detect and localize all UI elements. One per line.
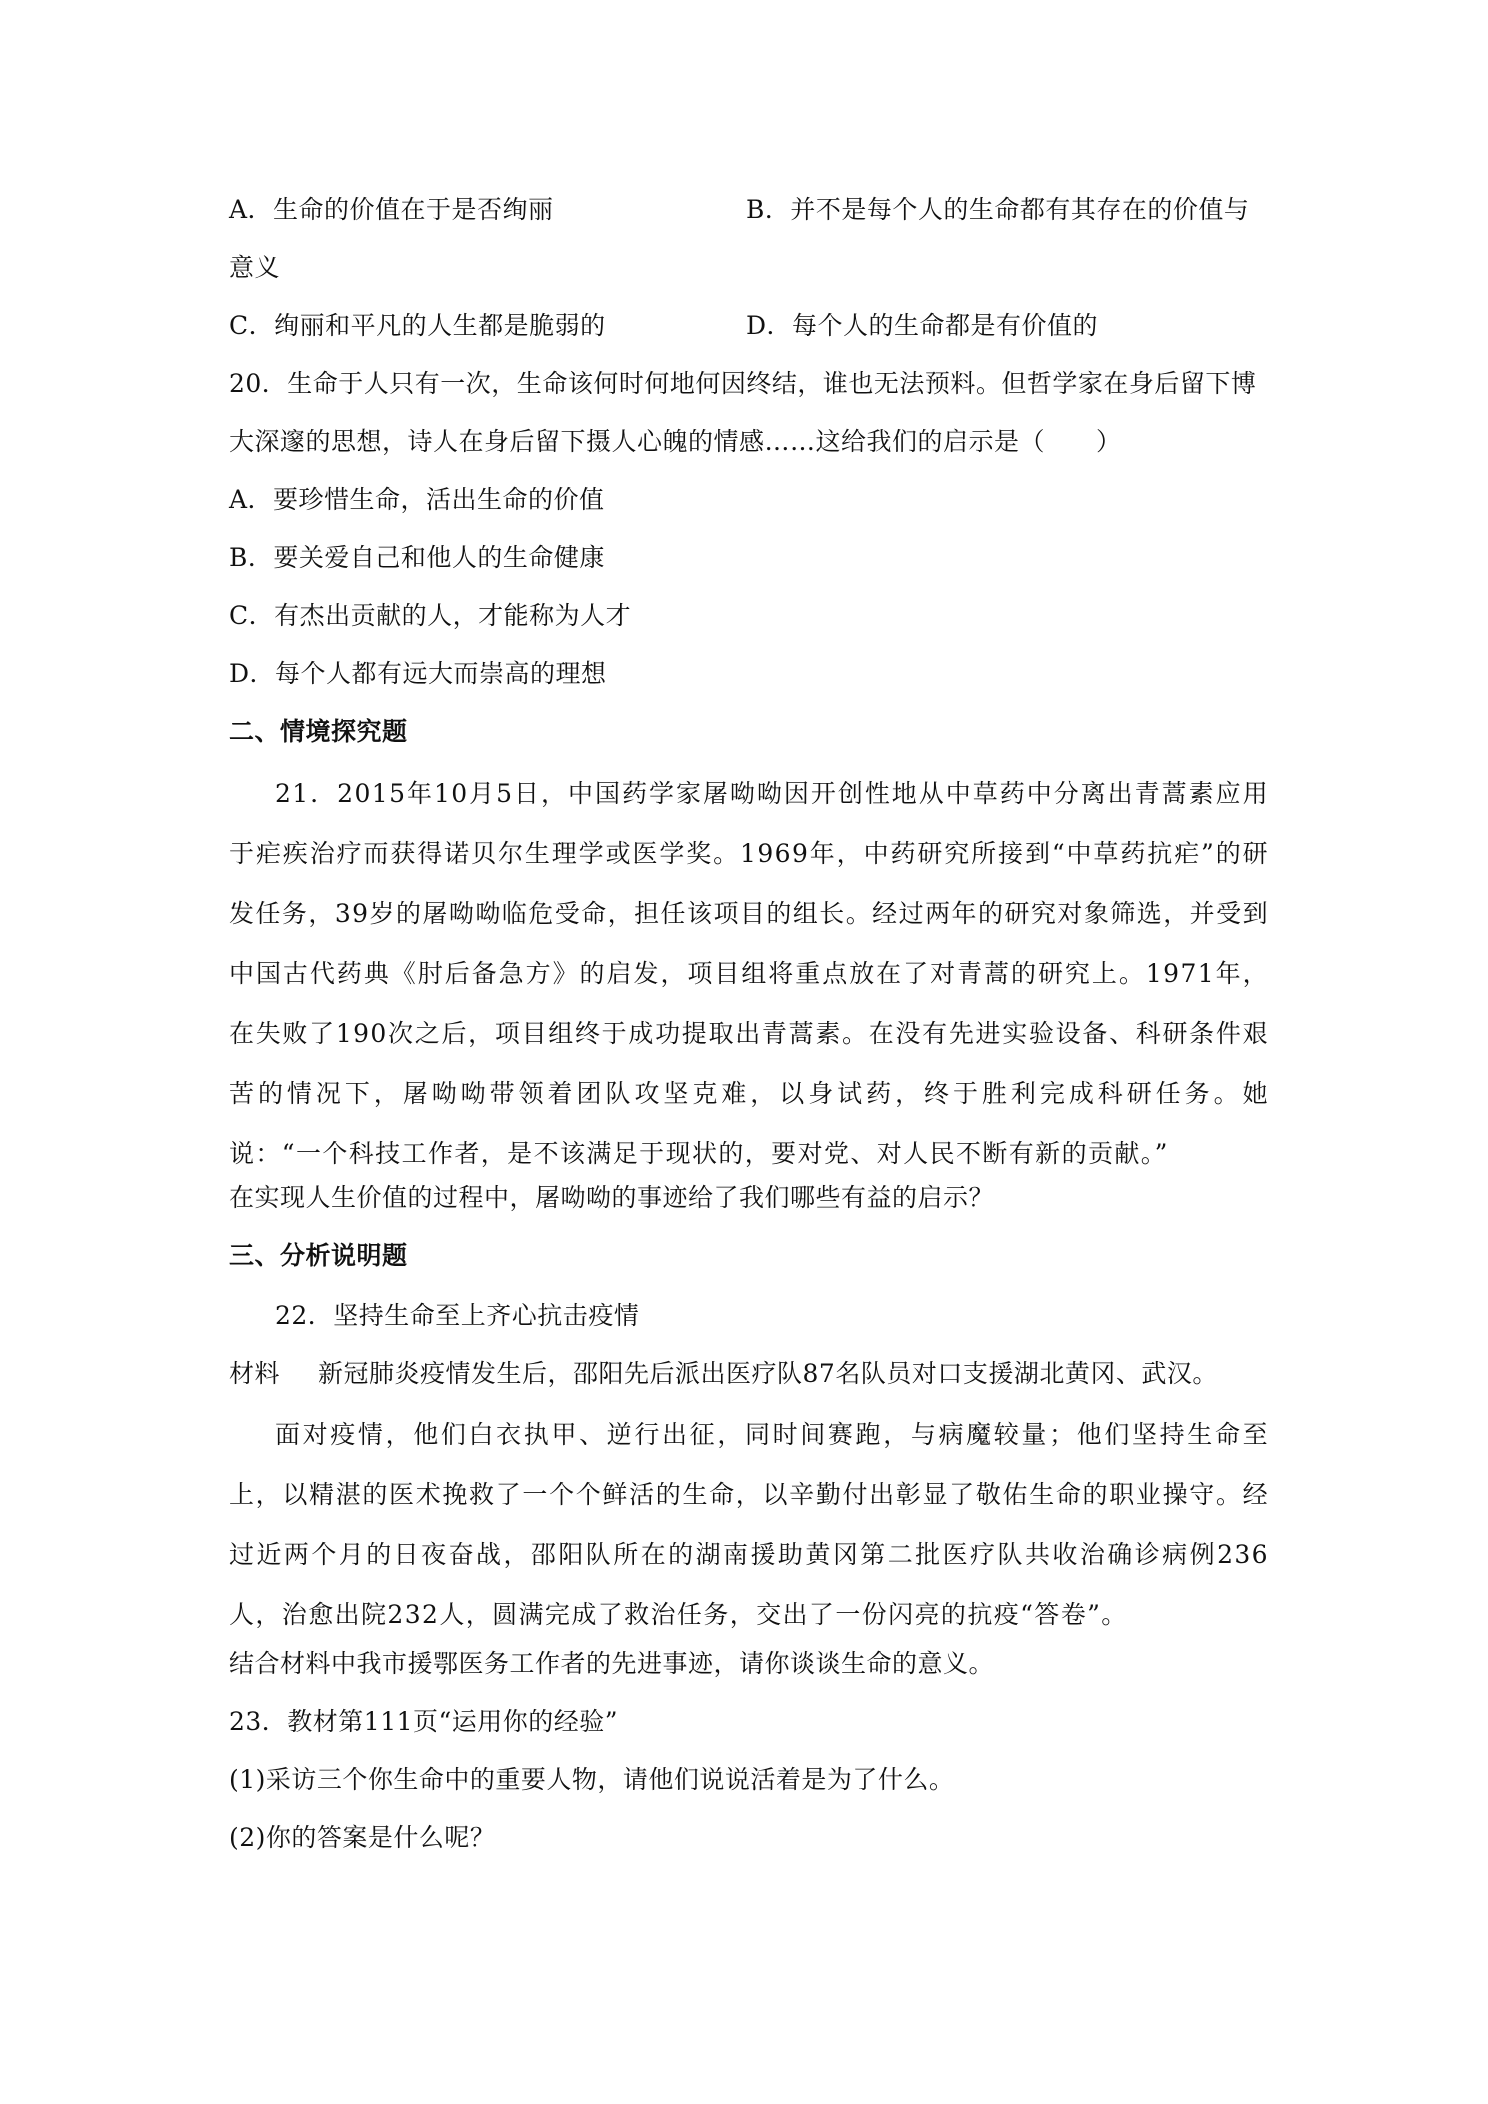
q20-option-b: B．要关爱自己和他人的生命健康 [229, 543, 605, 572]
q23-title: 23．教材第111页“运用你的经验” [229, 1707, 619, 1736]
q20-option-a: A．要珍惜生命，活出生命的价值 [229, 485, 605, 514]
q19-option-b: B．并不是每个人的生命都有其存在的价值与 [746, 195, 1250, 224]
q22-material-label: 材料 [229, 1359, 281, 1388]
q20-option-c: C．有杰出贡献的人，才能称为人才 [229, 601, 632, 630]
q19-option-a: A．生命的价值在于是否绚丽 [229, 195, 554, 224]
q22-question: 结合材料中我市援鄂医务工作者的先进事迹，请你谈谈生命的意义。 [229, 1649, 995, 1678]
q19-option-b-continued: 意义 [229, 253, 281, 282]
q23-subquestion-2: (2)你的答案是什么呢？ [229, 1823, 496, 1852]
q23-subquestion-1: (1)采访三个你生命中的重要人物，请他们说说活着是为了什么。 [229, 1765, 955, 1794]
q20-stem-line1: 20．生命于人只有一次，生命该何时何地何因终结，谁也无法预料。但哲学家在身后留下博 [229, 369, 1257, 398]
q20-option-d: D．每个人都有远大而崇高的理想 [229, 659, 607, 688]
q21-question: 在实现人生价值的过程中，屠呦呦的事迹给了我们哪些有益的启示？ [229, 1183, 995, 1212]
q22-material-line: 新冠肺炎疫情发生后，邵阳先后派出医疗队87名队员对口支援湖北黄冈、武汉。 [318, 1359, 1218, 1388]
q21-material: 21．2015年10月5日，中国药学家屠呦呦因开创性地从中草药中分离出青蒿素应用于疟疾治疗而获得诺贝尔生理学或医学奖。1969年，中药研究所接到“中草药抗疟”的研发任务，39岁的屠呦呦临危受命，担任该项目的组长。经过两年的研究对象筛选，并受到中国古代药典《肘后备急方》的启发，项目组将重点放在了对青蒿的研究上。1971年，在失败了190次之后，项目组终于成功提取出青蒿素。在没有先进实验设备、科研条件艰苦的情况下，屠呦呦带领着团队攻坚克难，以身试药，终于胜利完成科研任务。她说：“一个科技工作者，是不该满足于现状的，要对党、对人民不断有新的贡献。” [229, 779, 1269, 1168]
section-heading-3: 三、分析说明题 [229, 1241, 408, 1270]
q19-option-c: C．绚丽和平凡的人生都是脆弱的 [229, 311, 606, 340]
q22-title: 22．坚持生命至上齐心抗击疫情 [275, 1301, 640, 1330]
section-heading-2: 二、情境探究题 [229, 717, 408, 746]
q20-stem-line2: 大深邃的思想，诗人在身后留下摄人心魄的情感……这给我们的启示是（ ） [229, 427, 1122, 456]
q22-material-paragraph: 面对疫情，他们白衣执甲、逆行出征，同时间赛跑，与病魔较量；他们坚持生命至上，以精湛的医术挽救了一个个鲜活的生命，以辛勤付出彰显了敬佑生命的职业操守。经过近两个月的日夜奋战，邵阳队所在的湖南援助黄冈第二批医疗队共收治确诊病例236人，治愈出院232人，圆满完成了救治任务，交出了一份闪亮的抗疫“答卷”。 [229, 1420, 1269, 1629]
q19-option-d: D．每个人的生命都是有价值的 [746, 311, 1099, 340]
